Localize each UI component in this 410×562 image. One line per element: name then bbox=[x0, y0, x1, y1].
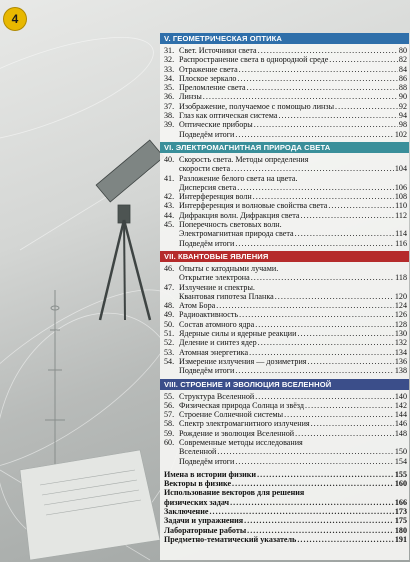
dot-leader bbox=[300, 211, 394, 220]
entry-title: Подведём итоги bbox=[179, 129, 235, 139]
dot-leader bbox=[247, 83, 398, 92]
entry-title: Вселенной bbox=[179, 447, 217, 457]
entry-page-number: 155 bbox=[394, 469, 407, 479]
entry-number: 40. bbox=[164, 154, 175, 164]
entry-title: Имена в истории физики bbox=[164, 469, 257, 479]
dot-leader bbox=[203, 92, 398, 101]
dot-leader bbox=[297, 535, 394, 544]
toc-entry[interactable] bbox=[160, 419, 409, 428]
entry-number: 44. bbox=[164, 210, 175, 220]
entry-title: Подведём итоги bbox=[179, 366, 235, 376]
entry-title: физических задач bbox=[164, 497, 230, 507]
toc-entry[interactable] bbox=[160, 211, 409, 220]
entry-number: 47. bbox=[164, 282, 175, 292]
toc-entry[interactable] bbox=[160, 264, 409, 273]
dot-leader bbox=[249, 348, 394, 357]
entry-number: 60. bbox=[164, 437, 175, 447]
dot-leader bbox=[237, 74, 398, 83]
entry-page-number: 80 bbox=[398, 46, 407, 55]
dot-leader bbox=[258, 338, 394, 347]
entry-number: 52. bbox=[164, 338, 175, 348]
entry-title: Ядерные силы и ядерные реакции bbox=[179, 329, 297, 339]
dot-leader bbox=[217, 447, 394, 456]
dot-leader bbox=[235, 366, 394, 375]
toc-entry[interactable] bbox=[160, 183, 409, 192]
entry-title: Плоское зеркало bbox=[179, 73, 237, 83]
dot-leader bbox=[305, 401, 394, 410]
toc-entry[interactable] bbox=[160, 192, 409, 201]
toc-entry[interactable] bbox=[160, 174, 409, 183]
entry-number: 57. bbox=[164, 410, 175, 420]
toc-entry[interactable] bbox=[160, 55, 409, 64]
dot-leader bbox=[295, 229, 395, 238]
dot-leader bbox=[253, 192, 394, 201]
toc-entry[interactable] bbox=[160, 292, 409, 301]
toc-entry[interactable] bbox=[160, 447, 409, 456]
dot-leader bbox=[239, 310, 394, 319]
dot-leader bbox=[284, 410, 394, 419]
entry-page-number: 112 bbox=[395, 210, 407, 220]
entry-number: 41. bbox=[164, 173, 175, 183]
entry-page-number: 94 bbox=[398, 111, 407, 121]
entry-number: 38. bbox=[164, 111, 175, 121]
entry-page-number: 98 bbox=[398, 120, 407, 130]
section-heading[interactable]: VII. КВАНТОВЫЕ ЯВЛЕНИЯ bbox=[160, 251, 409, 262]
entry-page-number: 126 bbox=[394, 310, 407, 320]
toc-entry[interactable] bbox=[160, 329, 409, 338]
entry-title: Задачи и упражнения bbox=[164, 516, 244, 526]
dot-leader bbox=[230, 498, 394, 507]
entry-page-number: 128 bbox=[394, 319, 407, 329]
toc-entry[interactable] bbox=[160, 366, 409, 375]
entry-page-number: 110 bbox=[395, 201, 407, 211]
entry-number: 42. bbox=[164, 192, 175, 202]
entry-number: 49. bbox=[164, 310, 175, 320]
entry-number: 46. bbox=[164, 263, 175, 273]
entry-page-number: 120 bbox=[394, 291, 407, 301]
entry-title: Квантовая гипотеза Планка bbox=[179, 291, 274, 301]
entry-title: Подведём итоги bbox=[179, 238, 235, 248]
dot-leader bbox=[239, 65, 398, 74]
dot-leader bbox=[216, 301, 394, 310]
entry-page-number: 134 bbox=[394, 347, 407, 357]
dot-leader bbox=[275, 292, 394, 301]
toc-entry[interactable] bbox=[160, 310, 409, 319]
toc-entry[interactable] bbox=[160, 92, 409, 101]
toc-entry[interactable] bbox=[160, 65, 409, 74]
toc-section bbox=[160, 33, 409, 139]
entry-title: Строение Солнечной системы bbox=[179, 410, 284, 420]
entry-title: Дисперсия света bbox=[179, 182, 237, 192]
entry-title: Распространение света в однородной среде bbox=[179, 55, 329, 65]
entry-page-number: 86 bbox=[398, 73, 407, 83]
entry-title: Рождение и эволюция Вселенной bbox=[179, 428, 295, 438]
entry-page-number: 150 bbox=[394, 447, 407, 457]
toc-entry[interactable] bbox=[160, 516, 409, 525]
entry-number: 39. bbox=[164, 120, 175, 130]
entry-title: Радиоактивность bbox=[179, 310, 239, 320]
entry-page-number: 166 bbox=[394, 497, 407, 507]
entry-number: 34. bbox=[164, 73, 175, 83]
toc-entry[interactable] bbox=[160, 111, 409, 120]
toc-entry[interactable] bbox=[160, 438, 409, 447]
entry-page-number: 144 bbox=[394, 410, 407, 420]
dot-leader bbox=[209, 507, 393, 516]
dot-leader bbox=[235, 239, 394, 248]
dot-leader bbox=[257, 470, 394, 479]
section-heading[interactable]: V. ГЕОМЕТРИЧЕСКАЯ ОПТИКА bbox=[160, 33, 409, 44]
dot-leader bbox=[251, 273, 394, 282]
entry-title: скорости света bbox=[179, 164, 231, 174]
end-matter bbox=[160, 470, 409, 544]
entry-title: Современные методы исследования bbox=[179, 437, 303, 447]
section-heading[interactable]: VIII. СТРОЕНИЕ И ЭВОЛЮЦИЯ ВСЕЛЕННОЙ bbox=[160, 379, 409, 390]
entry-title: Свет. Источники света bbox=[179, 46, 257, 55]
entry-page-number: 118 bbox=[395, 273, 407, 283]
entry-title: Физическая природа Солнца и звёзд bbox=[179, 400, 304, 410]
dot-leader bbox=[295, 429, 394, 438]
entry-title: Структура Вселенной bbox=[179, 391, 255, 401]
entry-title: Лабораторные работы bbox=[164, 525, 247, 535]
entry-page-number: 146 bbox=[394, 419, 407, 429]
entry-number: 35. bbox=[164, 83, 175, 93]
entry-page-number: 160 bbox=[394, 479, 407, 489]
entry-page-number: 191 bbox=[394, 534, 407, 544]
entry-number: 58. bbox=[164, 419, 175, 429]
toc-entry[interactable] bbox=[160, 357, 409, 366]
entry-page-number: 130 bbox=[394, 329, 407, 339]
entry-number: 56. bbox=[164, 400, 175, 410]
entry-title: Деление и синтез ядер bbox=[179, 338, 257, 348]
entry-title: Оптические приборы bbox=[179, 120, 253, 130]
toc-entry[interactable] bbox=[160, 201, 409, 210]
entry-page-number: 92 bbox=[398, 101, 407, 111]
toc-entry[interactable] bbox=[160, 507, 409, 516]
toc-entry[interactable] bbox=[160, 120, 409, 129]
entry-number: 45. bbox=[164, 220, 175, 230]
entry-page-number: 138 bbox=[394, 366, 407, 376]
dot-leader bbox=[255, 320, 394, 329]
entry-title: Интерференция волн bbox=[179, 192, 252, 202]
toc-section bbox=[160, 142, 409, 248]
entry-page-number: 114 bbox=[395, 229, 407, 239]
dot-leader bbox=[328, 201, 394, 210]
toc-entry[interactable] bbox=[160, 401, 409, 410]
dot-leader bbox=[247, 526, 394, 535]
toc-entry[interactable] bbox=[160, 301, 409, 310]
toc-entry[interactable] bbox=[160, 239, 409, 248]
entry-page-number: 102 bbox=[394, 129, 407, 139]
entry-title: Векторы в физике bbox=[164, 479, 232, 489]
entry-page-number: 88 bbox=[398, 83, 407, 93]
entry-number: 53. bbox=[164, 347, 175, 357]
dot-leader bbox=[335, 102, 398, 111]
entry-number: 51. bbox=[164, 329, 175, 339]
entry-page-number: 116 bbox=[395, 238, 407, 248]
entry-number: 32. bbox=[164, 55, 175, 65]
entry-title: Преломление света bbox=[179, 83, 246, 93]
toc-entry[interactable] bbox=[160, 392, 409, 401]
dot-leader bbox=[235, 457, 394, 466]
entry-page-number: 82 bbox=[398, 55, 407, 65]
entry-title: Отражение света bbox=[179, 64, 238, 74]
entry-page-number: 148 bbox=[394, 428, 407, 438]
entry-page-number: 84 bbox=[398, 64, 407, 74]
entry-page-number: 180 bbox=[394, 525, 407, 535]
entry-title: Дифракция волн. Дифракция света bbox=[179, 210, 300, 220]
toc-entry[interactable] bbox=[160, 348, 409, 357]
entry-title: Поперечность световых волн. bbox=[179, 220, 282, 230]
entry-number: 43. bbox=[164, 201, 175, 211]
toc-entry[interactable] bbox=[160, 102, 409, 111]
toc-entry[interactable] bbox=[160, 410, 409, 419]
entry-title: Опыты с катодными лучами. bbox=[179, 263, 279, 273]
dot-leader bbox=[278, 111, 397, 120]
entry-title: Атом Бора bbox=[179, 301, 216, 311]
section-heading[interactable]: VI. ЭЛЕКТРОМАГНИТНАЯ ПРИРОДА СВЕТА bbox=[160, 142, 409, 153]
entry-title: Разложение белого света на цвета. bbox=[179, 173, 298, 183]
entry-title: Электромагнитная природа света bbox=[179, 229, 294, 239]
toc-entry[interactable] bbox=[160, 74, 409, 83]
toc-entry[interactable] bbox=[160, 479, 409, 488]
entry-number: 50. bbox=[164, 319, 175, 329]
toc-entry[interactable] bbox=[160, 46, 409, 55]
entry-title: Измерение излучения — дозиметрия bbox=[179, 356, 307, 366]
entry-page-number: 136 bbox=[394, 356, 407, 366]
toc-entry[interactable] bbox=[160, 457, 409, 466]
toc-entry[interactable] bbox=[160, 283, 409, 292]
toc-entry[interactable] bbox=[160, 155, 409, 164]
entry-page-number: 173 bbox=[394, 507, 407, 517]
entry-page-number: 90 bbox=[398, 92, 407, 102]
entry-page-number: 124 bbox=[394, 301, 407, 311]
entry-page-number: 154 bbox=[394, 456, 407, 466]
toc-entry[interactable] bbox=[160, 526, 409, 535]
entry-title: Предметно-тематический указатель bbox=[164, 534, 297, 544]
toc-entry[interactable] bbox=[160, 130, 409, 139]
entry-title: Подведём итоги bbox=[179, 456, 235, 466]
dot-leader bbox=[254, 120, 398, 129]
toc-entry[interactable] bbox=[160, 220, 409, 229]
toc-entry[interactable] bbox=[160, 535, 409, 544]
entry-number: 54. bbox=[164, 356, 175, 366]
toc-entry[interactable] bbox=[160, 429, 409, 438]
entry-page-number: 106 bbox=[394, 182, 407, 192]
entry-title: Скорость света. Методы определения bbox=[179, 154, 309, 164]
entry-page-number: 175 bbox=[394, 516, 407, 526]
page-number-badge: 4 bbox=[4, 8, 26, 30]
entry-title: Изображение, получаемое с помощью линзы bbox=[179, 101, 335, 111]
entry-number: 37. bbox=[164, 101, 175, 111]
entry-number: 55. bbox=[164, 391, 175, 401]
entry-number: 31. bbox=[164, 46, 175, 55]
toc-entry[interactable] bbox=[160, 488, 409, 497]
entry-title: Линзы bbox=[179, 92, 202, 102]
dot-leader bbox=[255, 392, 394, 401]
dot-leader bbox=[297, 329, 393, 338]
toc-entry[interactable] bbox=[160, 498, 409, 507]
entry-page-number: 140 bbox=[394, 391, 407, 401]
entry-title: Глаз как оптическая система bbox=[179, 111, 278, 121]
entry-number: 36. bbox=[164, 92, 175, 102]
dot-leader bbox=[308, 357, 394, 366]
entry-title: Спектр электромагнитного излучения bbox=[179, 419, 310, 429]
entry-title: Использование векторов для решения bbox=[164, 488, 305, 498]
toc-entry[interactable] bbox=[160, 320, 409, 329]
entry-title: Открытие электрона bbox=[179, 273, 250, 283]
table-of-contents bbox=[160, 33, 409, 560]
entry-number: 59. bbox=[164, 428, 175, 438]
entry-page-number: 142 bbox=[394, 400, 407, 410]
toc-entry[interactable] bbox=[160, 470, 409, 479]
toc-entry[interactable] bbox=[160, 229, 409, 238]
dot-leader bbox=[231, 164, 394, 173]
dot-leader bbox=[258, 46, 398, 55]
entry-title: Атомная энергетика bbox=[179, 347, 249, 357]
entry-number: 33. bbox=[164, 64, 175, 74]
entry-page-number: 132 bbox=[394, 338, 407, 348]
toc-entry[interactable] bbox=[160, 83, 409, 92]
toc-entry[interactable] bbox=[160, 338, 409, 347]
entry-title: Заключение bbox=[164, 507, 209, 517]
entry-page-number: 104 bbox=[394, 164, 407, 174]
dot-leader bbox=[311, 419, 394, 428]
dot-leader bbox=[235, 130, 394, 139]
toc-entry[interactable] bbox=[160, 273, 409, 282]
dot-leader bbox=[232, 479, 394, 488]
entry-number: 48. bbox=[164, 301, 175, 311]
entry-page-number: 108 bbox=[394, 192, 407, 202]
entry-title: Интерференция и волновые свойства света bbox=[179, 201, 328, 211]
entry-title: Излучение и спектры. bbox=[179, 282, 255, 292]
dot-leader bbox=[237, 183, 394, 192]
toc-section bbox=[160, 251, 409, 376]
dot-leader bbox=[329, 55, 398, 64]
toc-entry[interactable] bbox=[160, 164, 409, 173]
entry-title: Состав атомного ядра bbox=[179, 319, 255, 329]
toc-section bbox=[160, 379, 409, 466]
dot-leader bbox=[244, 516, 394, 525]
